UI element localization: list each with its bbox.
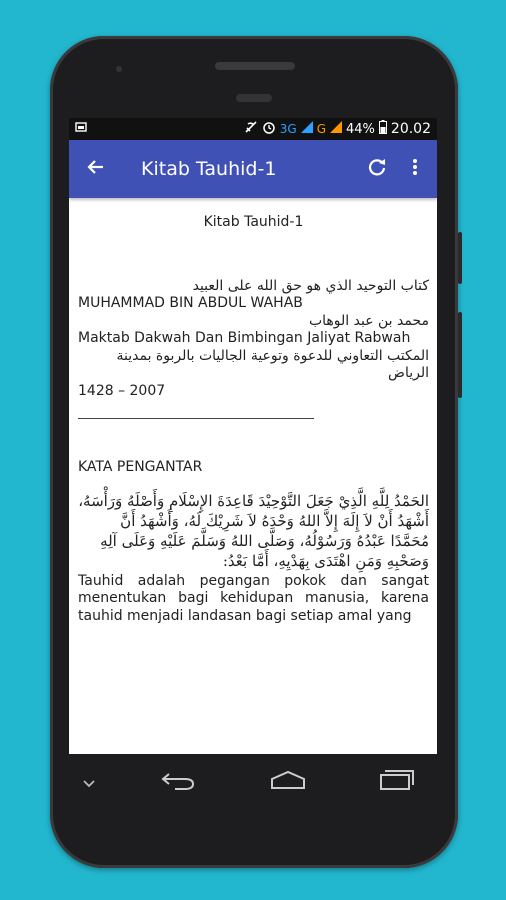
battery-icon <box>379 120 387 138</box>
earpiece <box>215 62 295 70</box>
hide-keyboard-button[interactable] <box>69 773 109 792</box>
refresh-button[interactable] <box>357 140 397 198</box>
clock: 20.02 <box>390 121 431 137</box>
app-bar <box>69 140 437 198</box>
network-g-label: G <box>316 122 326 136</box>
front-camera <box>116 66 122 72</box>
network-3g-label: 3G <box>279 122 297 136</box>
proximity-sensor <box>236 94 272 102</box>
home-icon <box>270 770 306 794</box>
nav-recents-button[interactable] <box>357 769 437 795</box>
app-screen <box>69 118 437 754</box>
nav-back-icon <box>161 770 195 794</box>
app-title: Kitab Tauhid-1 <box>141 158 277 180</box>
publisher-name: Maktab Dakwah Dan Bimbingan Jaliyat Rabwah <box>78 330 411 346</box>
author-name: MUHAMMAD BIN ABDUL WAHAB <box>78 295 303 311</box>
more-vert-icon <box>412 158 418 180</box>
chevron-down-icon <box>82 773 96 792</box>
arabic-book-title: كتاب التوحيد الذي هو حق الله على العبيد <box>192 277 429 294</box>
divider-line <box>78 418 314 419</box>
refresh-icon <box>367 157 387 181</box>
power-button <box>458 312 462 398</box>
screenshot-notification-icon <box>75 121 87 137</box>
document-content <box>69 198 437 625</box>
alarm-icon <box>262 120 276 138</box>
publisher-name-arabic: المكتب التعاوني للدعوة وتوعية الجاليات بالربوة بمدينة الرياض <box>116 347 429 381</box>
signal-icon-2 <box>330 121 342 137</box>
arrow-left-icon <box>87 158 105 180</box>
recents-icon <box>379 769 415 795</box>
document-title: Kitab Tauhid-1 <box>203 214 304 230</box>
author-name-arabic: محمد بن عبد الوهاب <box>308 312 429 329</box>
back-button[interactable] <box>69 140 123 198</box>
publication-years: 1428 – 2007 <box>78 382 166 399</box>
volume-button <box>458 232 462 284</box>
signal-icon <box>301 121 313 137</box>
navigation-bar <box>69 754 437 810</box>
mute-icon <box>244 120 258 138</box>
nav-home-button[interactable] <box>248 770 328 794</box>
nav-back-button[interactable] <box>138 770 218 794</box>
status-bar <box>69 118 437 140</box>
overflow-menu-button[interactable] <box>397 140 433 198</box>
battery-percent: 44% <box>346 121 375 137</box>
arabic-paragraph: الحَمْدُ لِلَّهِ الَّذِيْ جَعَلَ التَّوْحِيْدَ قَاعِدَةَ الإِسْلَامِ وَأَصْلَهُ وَرَأْسَهُ، أَشْهَدُ أَنْ لاَ إِلَهَ إِلاَّ اللهُ وَحْدَهُ لاَ شَرِيْكَ لَهُ، وَأَشْهَدُ أَنَّ مُحَمَّدًا عَبْدُهُ وَرَسُوْلُهُ، وَصَلَّى اللهُ وَسَلَّمَ عَلَيْهِ وَعَلَى آلِهِ وَصَحْبِهِ وَمَنِ اهْتَدَى بِهَدْيِهِ، أَمَّا بَعْدُ: <box>78 491 429 570</box>
section-heading: KATA PENGANTAR <box>78 459 203 475</box>
body-paragraph: Tauhid adalah pegangan pokok dan sangat menentukan bagi kehidupan manusia, karena tauhid menjadi landasan bagi setiap amal yang <box>78 572 429 624</box>
